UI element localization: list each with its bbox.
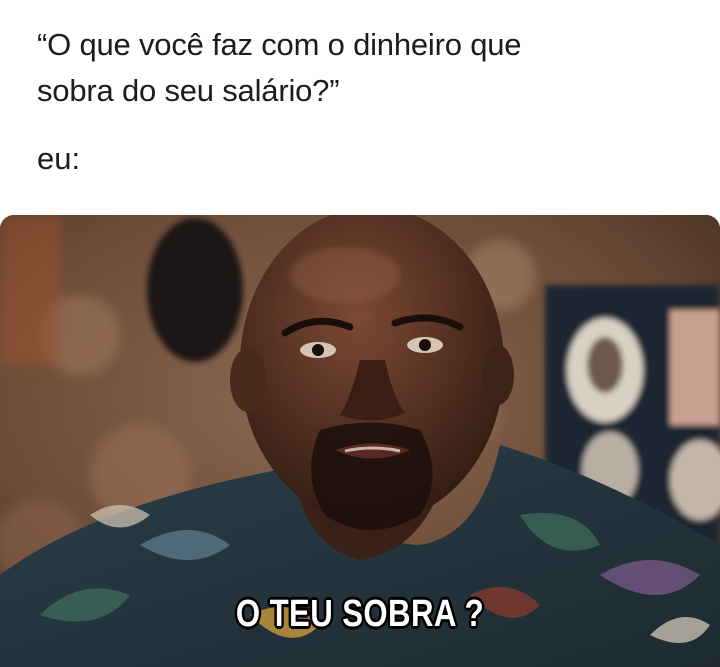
meme-subtitle: O TEU SOBRA ? <box>235 593 485 635</box>
meme-photo <box>0 215 720 667</box>
reply-label: eu: <box>37 141 81 176</box>
question-caption <box>37 22 697 114</box>
question-line-1: “O que você faz com o dinheiro que <box>37 27 522 62</box>
question-line-2: sobra do seu salário?” <box>37 73 340 108</box>
